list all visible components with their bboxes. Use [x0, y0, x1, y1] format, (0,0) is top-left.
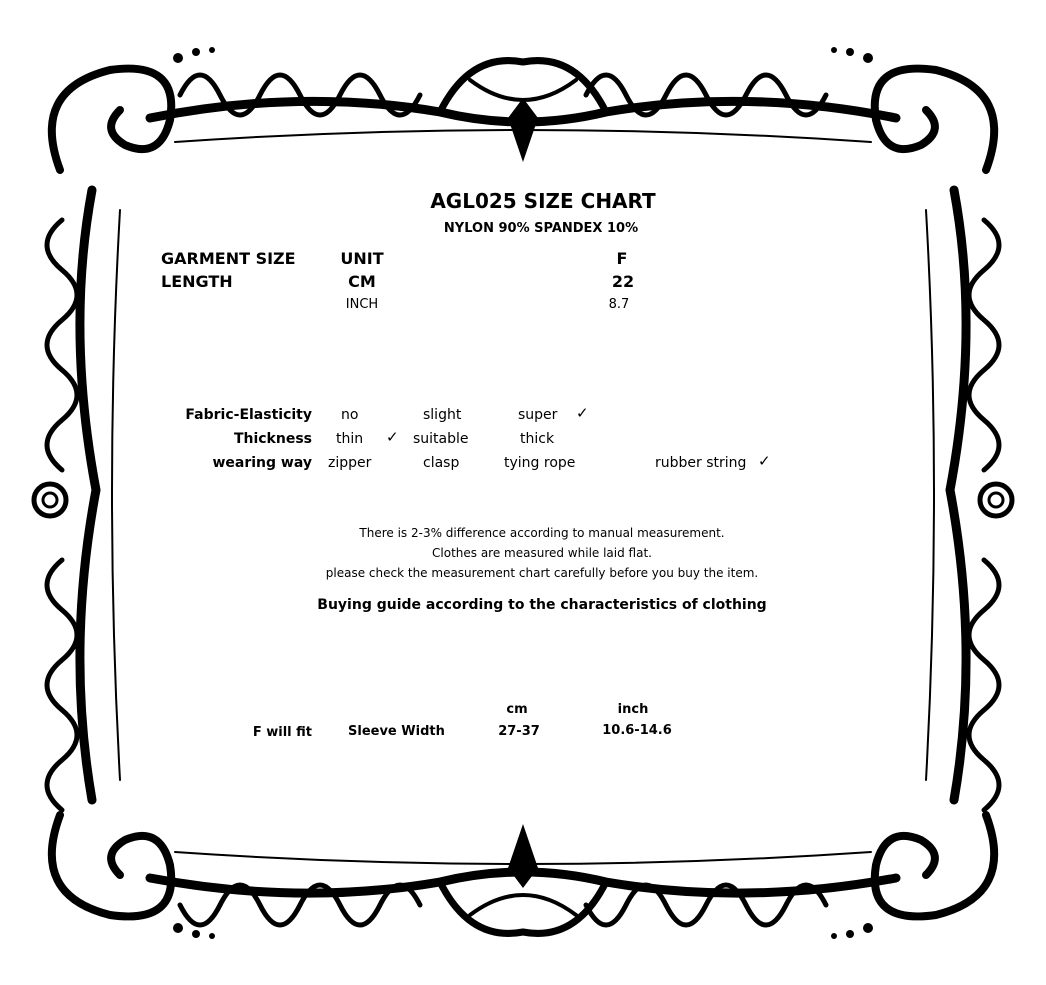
thickness-option-thick: thick — [520, 431, 555, 447]
wearing-way-label: wearing way — [212, 455, 312, 471]
wearing-check-icon: ✓ — [758, 452, 771, 470]
thickness-option-thin: thin — [336, 431, 364, 447]
fit-inch-value: 10.6-14.6 — [602, 723, 672, 738]
chart-title: AGL025 SIZE CHART — [430, 189, 656, 213]
unit-header: UNIT — [340, 249, 384, 268]
length-inch-value: 8.7 — [608, 297, 630, 312]
elasticity-option-no: no — [341, 407, 359, 423]
length-label: LENGTH — [161, 272, 233, 291]
wearing-option-zipper: zipper — [328, 455, 372, 471]
wearing-option-tying-rope: tying rope — [504, 455, 576, 471]
garment-size-header: GARMENT SIZE — [161, 249, 296, 268]
note-line-1: There is 2-3% difference according to manual measurement. — [359, 526, 725, 540]
size-f-header: F — [616, 249, 628, 268]
note-line-2: Clothes are measured while laid flat. — [432, 546, 652, 560]
buying-guide-title: Buying guide according to the characteristics of clothing — [317, 597, 767, 613]
fabric-elasticity-label: Fabric-Elasticity — [185, 407, 312, 423]
fit-col-inch: inch — [617, 702, 649, 717]
elasticity-option-super: super — [518, 407, 558, 423]
fit-row-label: F will fit — [252, 725, 312, 740]
unit-inch: INCH — [345, 297, 379, 312]
wearing-option-clasp: clasp — [423, 455, 460, 471]
fit-cm-value: 27-37 — [498, 724, 540, 739]
thickness-label: Thickness — [233, 431, 312, 447]
thickness-check-icon: ✓ — [386, 428, 399, 446]
length-cm-value: 22 — [611, 272, 635, 291]
wearing-option-rubber-string: rubber string — [655, 455, 747, 471]
elasticity-option-slight: slight — [423, 407, 462, 423]
elasticity-check-icon: ✓ — [576, 404, 589, 422]
fit-measure-label: Sleeve Width — [348, 724, 445, 739]
fit-col-cm: cm — [506, 702, 528, 717]
material-text: NYLON 90% SPANDEX 10% — [443, 221, 639, 236]
thickness-option-suitable: suitable — [413, 431, 469, 447]
unit-cm: CM — [348, 272, 376, 291]
note-line-3: please check the measurement chart carefully before you buy the item. — [325, 566, 759, 580]
